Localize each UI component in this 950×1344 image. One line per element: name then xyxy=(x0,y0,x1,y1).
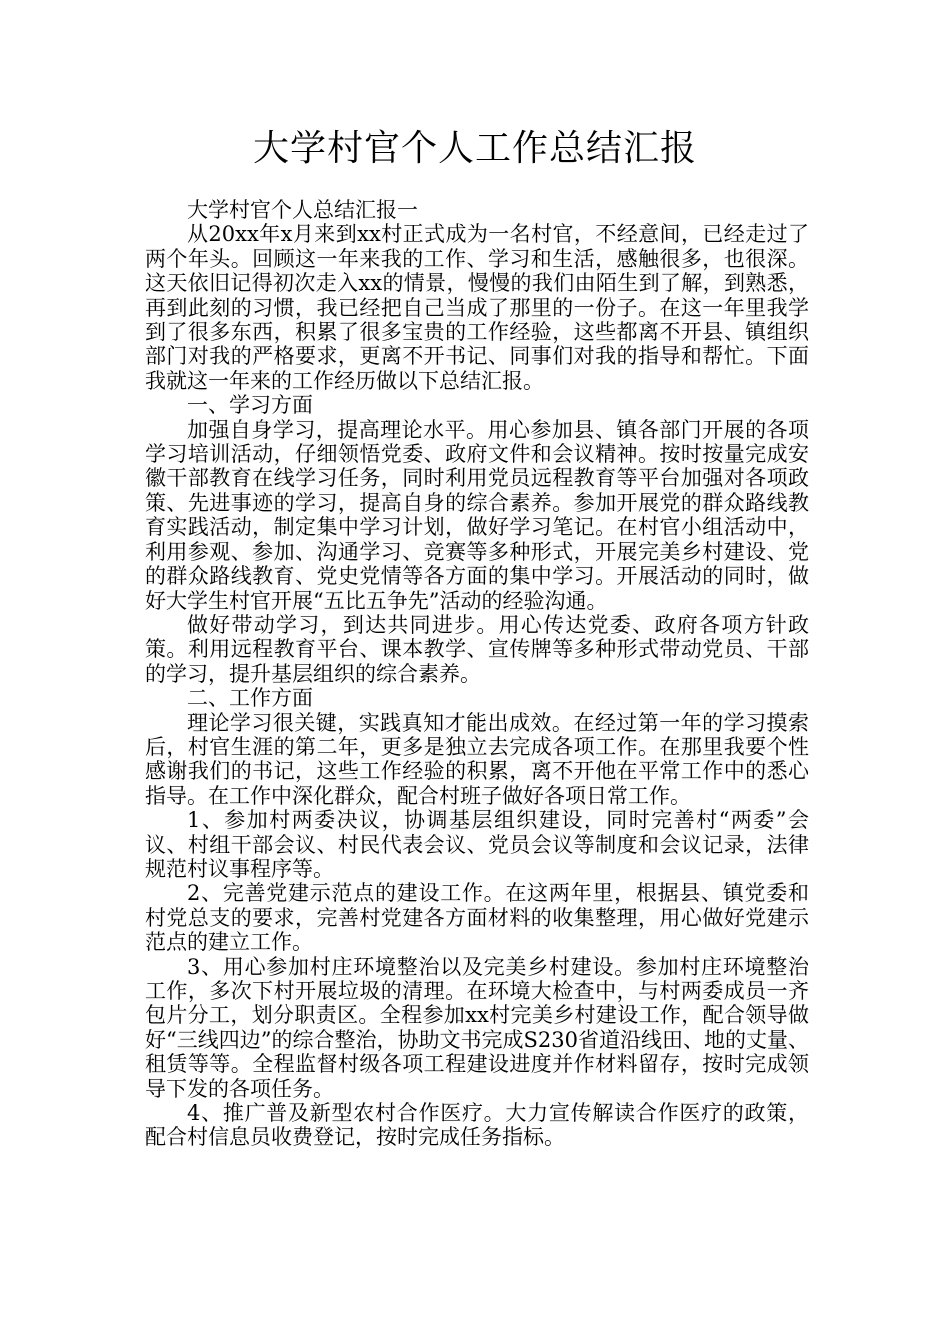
document-body xyxy=(145,198,809,1150)
paragraph-work-intro: 理论学习很关键，实践真知才能出成效。在经过第一年的学习摸索后，村官生涯的第二年，更多是独立去完成各项工作。在那里我要个性感谢我们的书记，这些工作经验的积累，离不开他在平常工作中的悉心指导。在工作中深化群众，配合村班子做好各项日常工作。 xyxy=(145,710,809,808)
paragraph-intro: 从20xx年x月来到xx村正式成为一名村官，不经意间，已经走过了两个年头。回顾这一年来我的工作、学习和生活，感触很多，也很深。这天依旧记得初次走入xx的情景，慢慢的我们由陌生到了解，到熟悉，再到此刻的习惯，我已经把自己当成了那里的一份子。在这一年里我学到了很多东西，积累了很多宝贵的工作经验，这些都离不开县、镇组织部门对我的严格要求，更离不开书记、同事们对我的指导和帮忙。下面我就这一年来的工作经历做以下总结汇报。 xyxy=(145,222,809,393)
paragraph-work-item-4: 4、推广普及新型农村合作医疗。大力宣传解读合作医疗的政策，配合村信息员收费登记，按时完成任务指标。 xyxy=(145,1101,809,1150)
section-heading-work: 二、工作方面 xyxy=(187,686,313,711)
paragraph-study-self: 加强自身学习，提高理论水平。用心参加县、镇各部门开展的各项学习培训活动，仔细领悟党委、政府文件和会议精神。按时按量完成安徽干部教育在线学习任务，同时利用党员远程教育等平台加强对各项政策、先进事迹的学习，提高自身的综合素养。参加开展党的群众路线教育实践活动，制定集中学习计划，做好学习笔记。在村官小组活动中，利用参观、参加、沟通学习、竞赛等多种形式，开展完美乡村建设、党的群众路线教育、党史党情等各方面的集中学习。开展活动的同时，做好大学生村官开展“五比五争先”活动的经验沟通。 xyxy=(145,417,809,613)
section-heading-study: 一、学习方面 xyxy=(187,393,313,418)
paragraph-work-item-2: 2、完善党建示范点的建设工作。在这两年里，根据县、镇党委和村党总支的要求，完善村党建各方面材料的收集整理，用心做好党建示范点的建立工作。 xyxy=(145,881,809,955)
paragraph-heading-report-one: 大学村官个人总结汇报一 xyxy=(187,198,418,222)
document-title: 大学村官个人工作总结汇报 xyxy=(252,128,697,169)
paragraph-work-item-1: 1、参加村两委决议，协调基层组织建设，同时完善村“两委”会议、村组干部会议、村民代表会议、党员会议等制度和会议记录，法律规范村议事程序等。 xyxy=(145,808,809,881)
paragraph-work-item-3: 3、用心参加村庄环境整治以及完美乡村建设。参加村庄环境整治工作，多次下村开展垃圾的清理。在环境大检查中，与村两委成员一齐包片分工，划分职责区。全程参加xx村完美乡村建设工作，配合领导做好“三线四边”的综合整治，协助文书完成S230省道沿线田、地的丈量、租赁等等。全程监督村级各项工程建设进度并作材料留存，按时完成领导下发的各项任务。 xyxy=(145,954,809,1101)
paragraph-study-lead: 做好带动学习，到达共同进步。用心传达党委、政府各项方针政策。利用远程教育平台、课本教学、宣传牌等多种形式带动党员、干部的学习，提升基层组织的综合素养。 xyxy=(145,612,809,686)
